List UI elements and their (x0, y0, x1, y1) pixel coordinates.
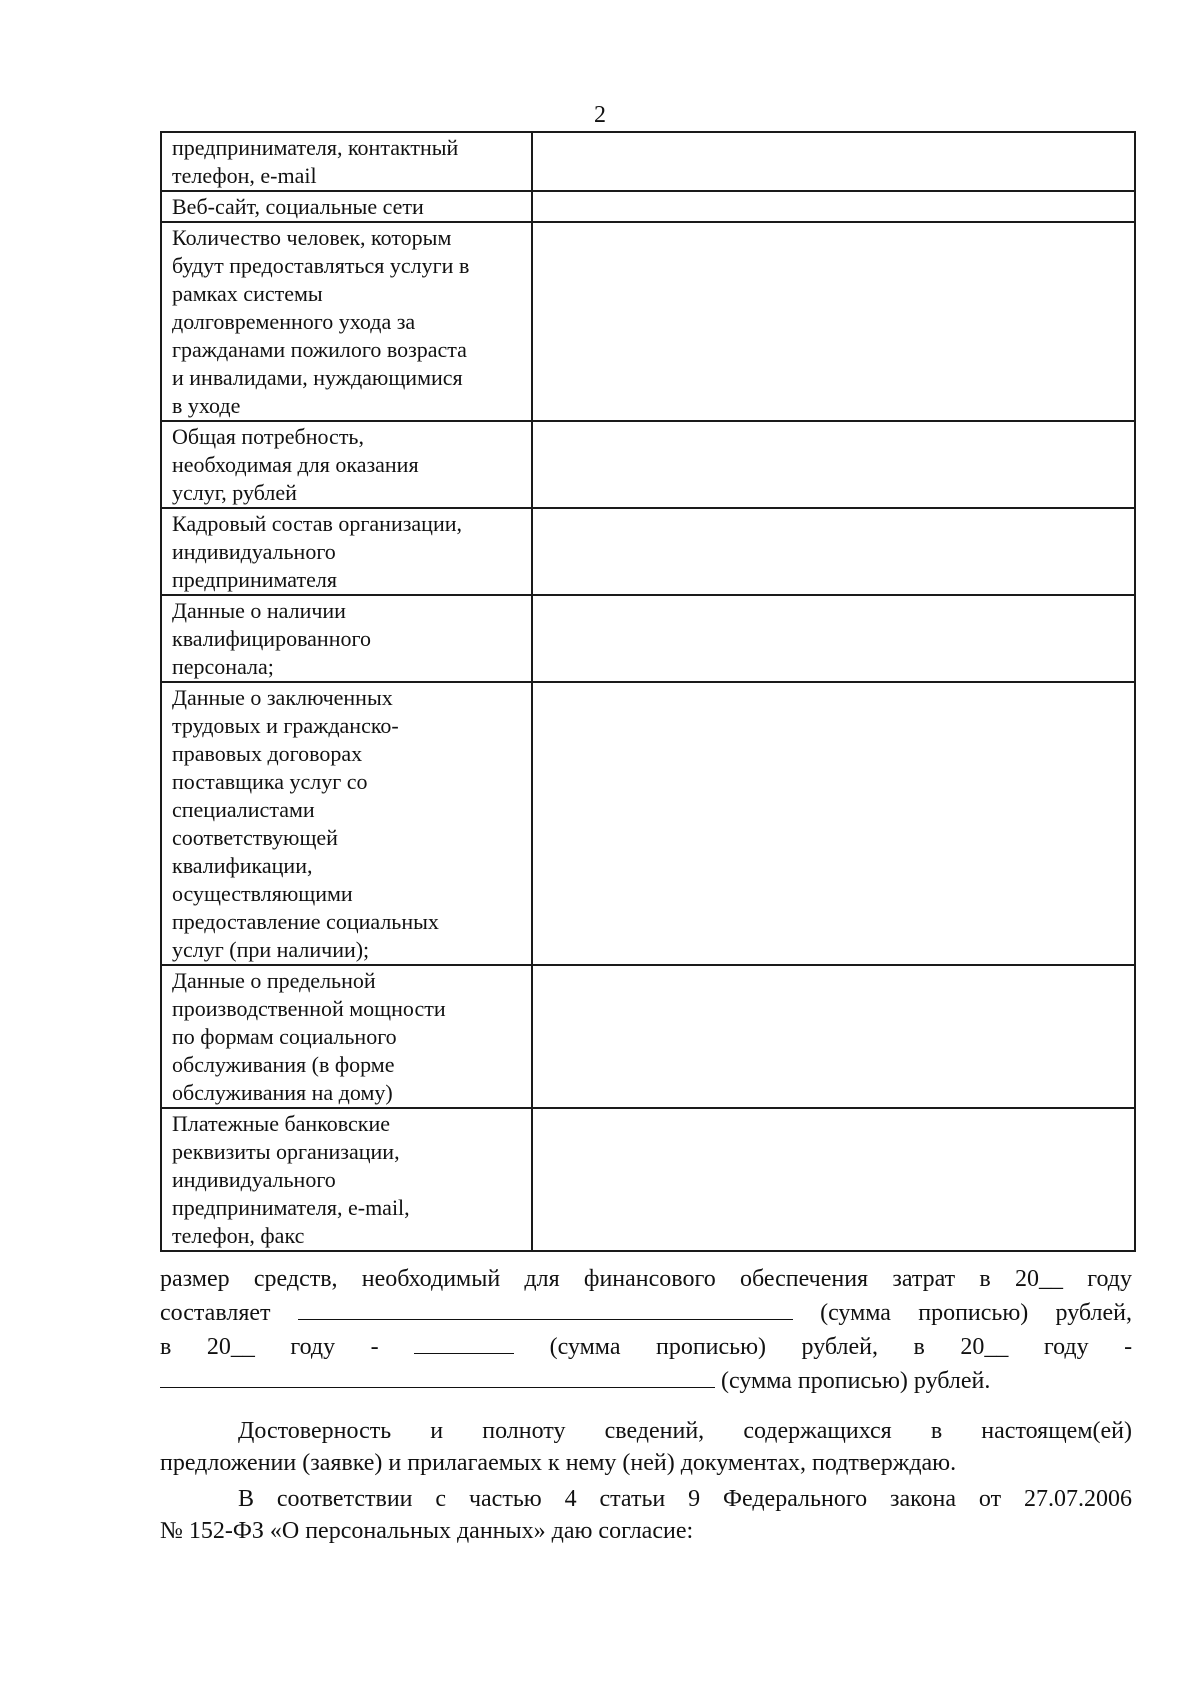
row-label-line: квалификации, (172, 853, 313, 878)
confirmation-line-1: Достоверность и полноту сведений, содержащихся в настоящем(ей) (238, 1418, 1132, 1444)
row-label-line: специалистами (172, 797, 315, 822)
row-label-line: Кадровый состав организации, (172, 511, 463, 536)
year-blank: 20__ (206, 1334, 255, 1360)
row-label-line: квалифицированного (172, 626, 371, 651)
application-form-table (160, 131, 1136, 1252)
row-value-field[interactable] (532, 132, 1135, 191)
row-label-line: будут предоставляться услуги в (172, 253, 470, 278)
row-label-line: предпринимателя, e-mail, (172, 1195, 410, 1220)
table-row (161, 421, 1135, 508)
word: в (913, 1334, 925, 1360)
row-label-line: трудовых и гражданско- (172, 713, 399, 738)
row-label-line: долговременного ухода за (172, 309, 416, 334)
funding-line-3 (160, 1329, 1132, 1363)
word: прописью) (655, 1334, 767, 1360)
funding-paragraph (160, 1263, 1132, 1397)
table-row (161, 1108, 1135, 1251)
row-label-line: индивидуального (172, 539, 336, 564)
row-label (161, 1108, 532, 1251)
row-label-line: производственной мощности (172, 996, 446, 1021)
confirmation-line-2: предложении (заявке) и прилагаемых к нему (ней) документах, подтверждаю. (160, 1450, 957, 1476)
row-label-line: и инвалидами, нуждающимися (172, 365, 463, 390)
row-label-line: обслуживания (в форме (172, 1052, 395, 1077)
row-label (161, 222, 532, 421)
row-label-line: по формам социального (172, 1024, 397, 1049)
table-row (161, 682, 1135, 965)
word: (сумма (549, 1334, 621, 1360)
amount-blank-3[interactable] (160, 1363, 715, 1388)
row-label-line: Количество человек, которым (172, 225, 452, 250)
row-label-line: телефон, факс (172, 1223, 305, 1248)
table-row (161, 595, 1135, 682)
row-label-line: необходимая для оказания (172, 452, 419, 477)
row-label (161, 965, 532, 1108)
row-value-field[interactable] (532, 682, 1135, 965)
confirmation-paragraph (160, 1415, 1132, 1479)
amount-blank-1[interactable] (298, 1295, 793, 1320)
table-row (161, 132, 1135, 191)
funding-line-1: размер средств, необходимый для финансового обеспечения затрат в 20__ году (160, 1266, 1132, 1292)
row-label-line: соответствующей (172, 825, 338, 850)
row-label-line: Данные о предельной (172, 968, 376, 993)
row-value-field[interactable] (532, 965, 1135, 1108)
row-label (161, 421, 532, 508)
row-label-line: Платежные банковские (172, 1111, 391, 1136)
row-value-field[interactable] (532, 595, 1135, 682)
row-label-line: гражданами пожилого возраста (172, 337, 467, 362)
row-label-line: предоставление социальных (172, 909, 439, 934)
row-label-line: обслуживания на дому) (172, 1080, 393, 1105)
word: году (290, 1334, 336, 1360)
consent-line-1: В соответствии с частью 4 статьи 9 Федерального закона от 27.07.2006 (238, 1486, 1132, 1512)
table-row (161, 965, 1135, 1108)
row-label-line: индивидуального (172, 1167, 336, 1192)
word: году (1043, 1334, 1089, 1360)
word: в (160, 1334, 172, 1360)
amount-blank-2[interactable] (414, 1329, 514, 1354)
word: рублей, (801, 1334, 878, 1360)
row-label-line: предпринимателя, контактный (172, 135, 459, 160)
funding-line-4 (160, 1363, 1132, 1397)
row-label-line: услуг, рублей (172, 480, 297, 505)
row-label-line: персонала; (172, 654, 274, 679)
row-label-line: Данные о заключенных (172, 685, 393, 710)
funding-line-4-suffix: (сумма прописью) рублей. (721, 1368, 991, 1394)
row-label-line: поставщика услуг со (172, 769, 368, 794)
row-value-field[interactable] (532, 1108, 1135, 1251)
table-row (161, 191, 1135, 222)
row-label-line: Данные о наличии (172, 598, 346, 623)
dash: - (1124, 1334, 1133, 1360)
row-value-field[interactable] (532, 222, 1135, 421)
funding-line-2-prefix: составляет (160, 1300, 271, 1326)
dash: - (370, 1334, 379, 1360)
row-label-line: телефон, e-mail (172, 163, 317, 188)
table-row (161, 222, 1135, 421)
row-label (161, 191, 532, 222)
row-label-line: рамках системы (172, 281, 323, 306)
consent-paragraph (160, 1483, 1132, 1547)
row-label (161, 132, 532, 191)
page-number: 2 (594, 102, 606, 128)
row-label-line: осуществляющими (172, 881, 353, 906)
row-label-line: Веб-сайт, социальные сети (172, 194, 424, 219)
consent-line-2: № 152-ФЗ «О персональных данных» даю согласие: (160, 1518, 694, 1544)
row-label-line: Общая потребность, (172, 424, 364, 449)
row-label-line: предпринимателя (172, 567, 337, 592)
funding-line-2 (160, 1295, 1132, 1329)
row-label (161, 595, 532, 682)
row-label-line: услуг (при наличии); (172, 937, 370, 962)
row-value-field[interactable] (532, 191, 1135, 222)
row-label-line: правовых договорах (172, 741, 363, 766)
row-value-field[interactable] (532, 508, 1135, 595)
row-value-field[interactable] (532, 421, 1135, 508)
year-blank: 20__ (960, 1334, 1009, 1360)
funding-line-2-suffix: (сумма прописью) рублей, (820, 1300, 1133, 1326)
row-label-line: реквизиты организации, (172, 1139, 400, 1164)
row-label-line: в уходе (172, 393, 241, 418)
row-label (161, 682, 532, 965)
table-body (161, 132, 1135, 1251)
row-label (161, 508, 532, 595)
table-row (161, 508, 1135, 595)
